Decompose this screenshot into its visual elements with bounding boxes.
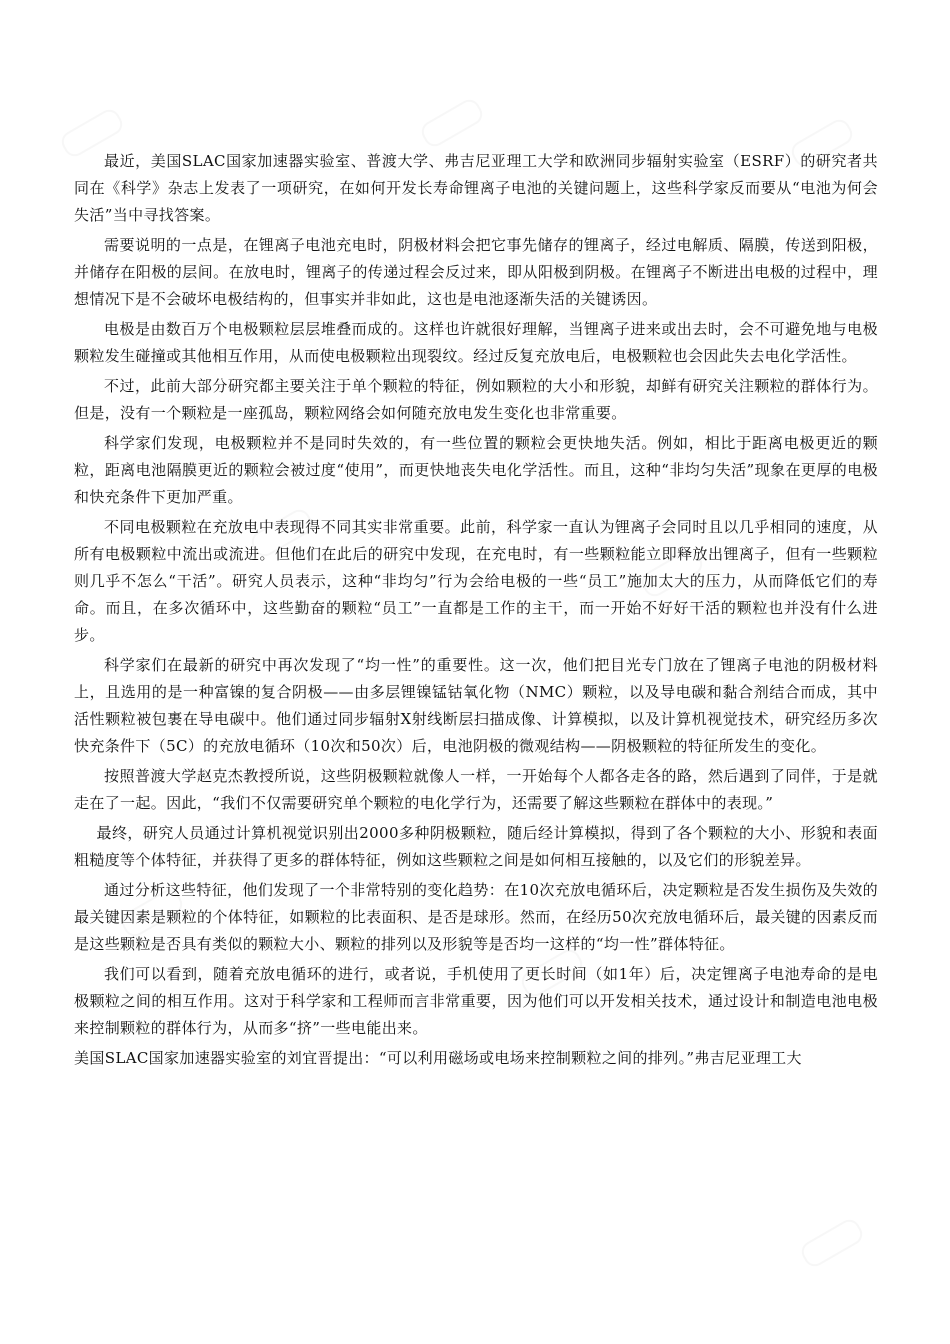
paragraph: 科学家们发现，电极颗粒并不是同时失效的，有一些位置的颗粒会更快地失活。例如，相比于距离电极更近的颗粒，距离电池隔膜更近的颗粒会被过度“使用”，而更快地丧失电化学活性。而且，这种“非均匀失活”现象在更厚的电极和快充条件下更加严重。 <box>74 434 878 506</box>
paragraph: 最终，研究人员通过计算机视觉识别出2000多种阴极颗粒，随后经计算模拟，得到了各个颗粒的大小、形貌和表面粗糙度等个体特征，并获得了更多的群体特征，例如这些颗粒之间是如何相互接触的，以及它们的形貌差异。 <box>74 824 878 869</box>
paragraph: 需要说明的一点是，在锂离子电池充电时，阴极材料会把它事先储存的锂离子，经过电解质、隔膜，传送到阳极，并储存在阳极的层间。在放电时，锂离子的传递过程会反过来，即从阳极到阴极。在锂离子不断进出电极的过程中，理想情况下是不会破坏电极结构的，但事实并非如此，这也是电池逐渐失活的关键诱因。 <box>74 236 878 308</box>
watermark-mark <box>798 1216 866 1271</box>
paragraph: 按照普渡大学赵克杰教授所说，这些阴极颗粒就像人一样，一开始每个人都各走各的路，然后遇到了同伴，于是就走在了一起。因此，“我们不仅需要研究单个颗粒的电化学行为，还需要了解这些颗粒在群体中的表现。” <box>74 767 878 812</box>
article-body <box>74 148 878 1075</box>
paragraph: 不过，此前大部分研究都主要关注于单个颗粒的特征，例如颗粒的大小和形貌，却鲜有研究关注颗粒的群体行为。但是，没有一个颗粒是一座孤岛，颗粒网络会如何随充放电发生变化也非常重要。 <box>74 377 878 422</box>
paragraph: 电极是由数百万个电极颗粒层层堆叠而成的。这样也许就很好理解，当锂离子进来或出去时，会不可避免地与电极颗粒发生碰撞或其他相互作用，从而使电极颗粒出现裂纹。经过反复充放电后，电极颗粒也会因此失去电化学活性。 <box>74 320 878 365</box>
watermark-mark <box>418 96 486 151</box>
paragraph: 我们可以看到，随着充放电循环的进行，或者说，手机使用了更长时间（如1年）后，决定锂离子电池寿命的是电极颗粒之间的相互作用。这对于科学家和工程师而言非常重要，因为他们可以开发相关技术，通过设计和制造电池电极来控制颗粒的群体行为，从而多“挤”一些电能出来。 <box>74 965 878 1037</box>
paragraph: 通过分析这些特征，他们发现了一个非常特别的变化趋势：在10次充放电循环后，决定颗粒是否发生损伤及失效的最关键因素是颗粒的个体特征，如颗粒的比表面积、是否是球形。然而，在经历50次充放电循环后，最关键的因素反而是这些颗粒是否具有类似的颗粒大小、颗粒的排列以及形貌等是否均一这样的“均一性”群体特征。 <box>74 881 878 953</box>
paragraph: 不同电极颗粒在充放电中表现得不同其实非常重要。此前，科学家一直认为锂离子会同时且以几乎相同的速度，从所有电极颗粒中流出或流进。但他们在此后的研究中发现，在充电时，有一些颗粒能立即释放出锂离子，但有一些颗粒则几乎不怎么“干活”。研究人员表示，这种“非均匀”行为会给电极的一些“员工”施加太大的压力，从而降低它们的寿命。而且，在多次循环中，这些勤奋的颗粒“员工”一直都是工作的主干，而一开始不好好干活的颗粒也并没有什么进步。 <box>74 518 878 644</box>
paragraph: 科学家们在最新的研究中再次发现了“均一性”的重要性。这一次，他们把目光专门放在了锂离子电池的阴极材料上，且选用的是一种富镍的复合阴极——由多层锂镍锰钴氧化物（NMC）颗粒，以及导电碳和黏合剂结合而成，其中活性颗粒被包裹在导电碳中。他们通过同步辐射X射线断层扫描成像、计算模拟，以及计算机视觉技术，研究经历多次快充条件下（5C）的充放电循环（10次和50次）后，电池阴极的微观结构——阴极颗粒的特征所发生的变化。 <box>74 656 878 755</box>
paragraph: 美国SLAC国家加速器实验室的刘宜晋提出：“可以利用磁场或电场来控制颗粒之间的排列。”弗吉尼亚理工大 <box>74 1049 802 1067</box>
paragraph: 最近，美国SLAC国家加速器实验室、普渡大学、弗吉尼亚理工大学和欧洲同步辐射实验室（ESRF）的研究者共同在《科学》杂志上发表了一项研究，在如何开发长寿命锂离子电池的关键问题上，这些科学家反而要从“电池为何会失活”当中寻找答案。 <box>74 152 878 224</box>
